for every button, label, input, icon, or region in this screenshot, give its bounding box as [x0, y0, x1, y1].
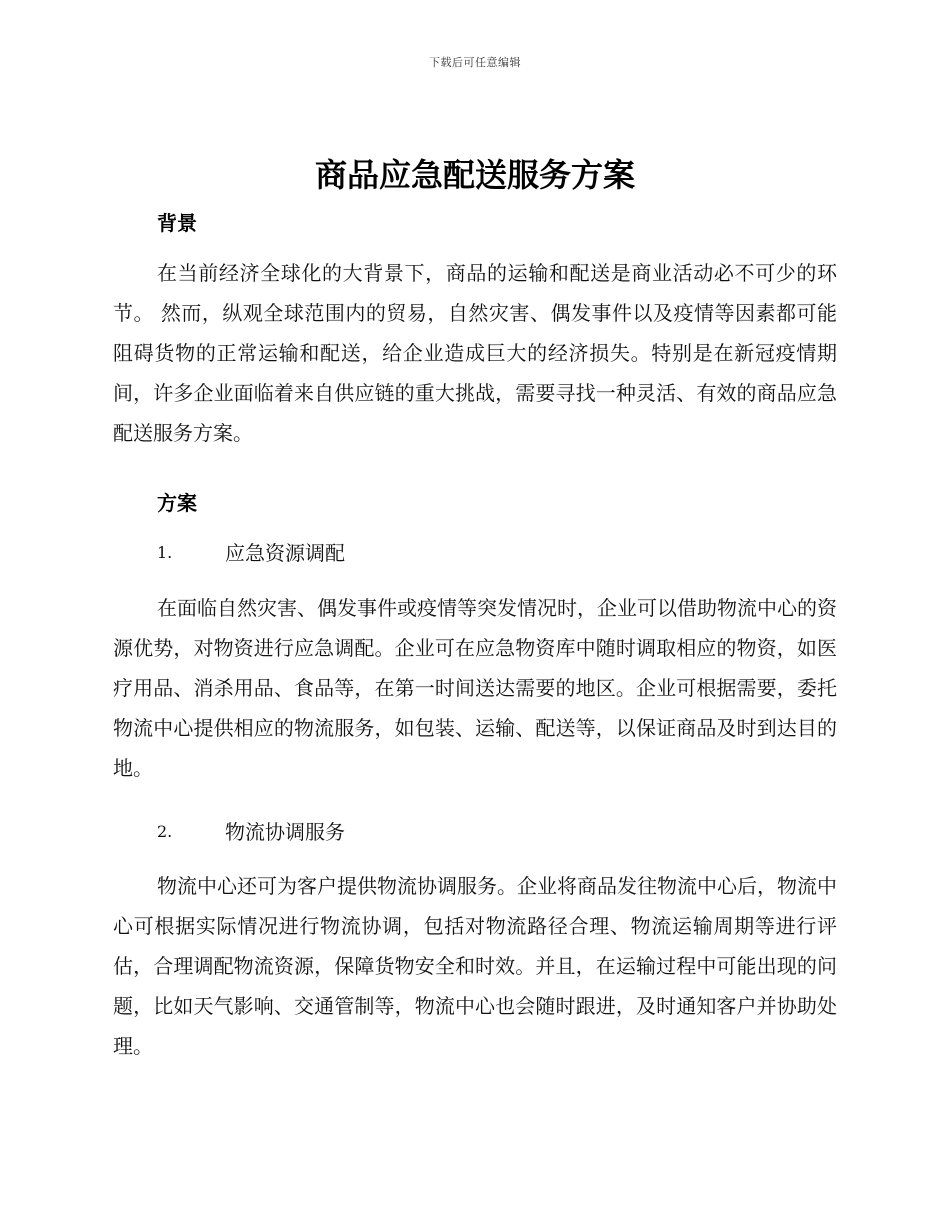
plan-item-2-title: 物流协调服务 — [225, 820, 345, 844]
document-title: 商品应急配送服务方案 — [314, 156, 635, 194]
page-header-note: 下载后可任意编辑 — [429, 56, 521, 69]
section-heading-plan: 方案 — [157, 491, 197, 515]
background-paragraph: 在当前经济全球化的大背景下，商品的运输和配送是商业活动必不可少的环节。 然而，纵观全球范围内的贸易，自然灾害、偶发事件以及疫情等因素都可能阻碍货物的正常运输和配送，给企业造成巨大的经济损失。特别是在新冠疫情期间，许多企业面临着来自供应链的重大挑战，需要寻找一种灵活、有效的商品应急配送服务方案。 — [113, 261, 837, 445]
plan-item-1-title: 应急资源调配 — [225, 541, 345, 565]
plan-item-2-paragraph: 物流中心还可为客户提供物流协调服务。企业将商品发往物流中心后，物流中心可根据实际情况进行物流协调，包括对物流路径合理、物流运输周期等进行评估，合理调配物流资源，保障货物安全和时效。并且，在运输过程中可能出现的问题，比如天气影响、交通管制等，物流中心也会随时跟进，及时通知客户并协助处理。 — [113, 874, 837, 1058]
plan-item-1-number: 1. — [157, 543, 173, 562]
section-heading-background: 背景 — [157, 211, 197, 235]
plan-item-2-number: 2. — [157, 822, 173, 841]
plan-item-1-paragraph: 在面临自然灾害、偶发事件或疫情等突发情况时，企业可以借助物流中心的资源优势，对物资进行应急调配。企业可在应急物资库中随时调取相应的物资，如医疗用品、消杀用品、食品等，在第一时间送达需要的地区。企业可根据需要，委托物流中心提供相应的物流服务，如包装、运输、配送等，以保证商品及时到达目的地。 — [113, 596, 837, 780]
